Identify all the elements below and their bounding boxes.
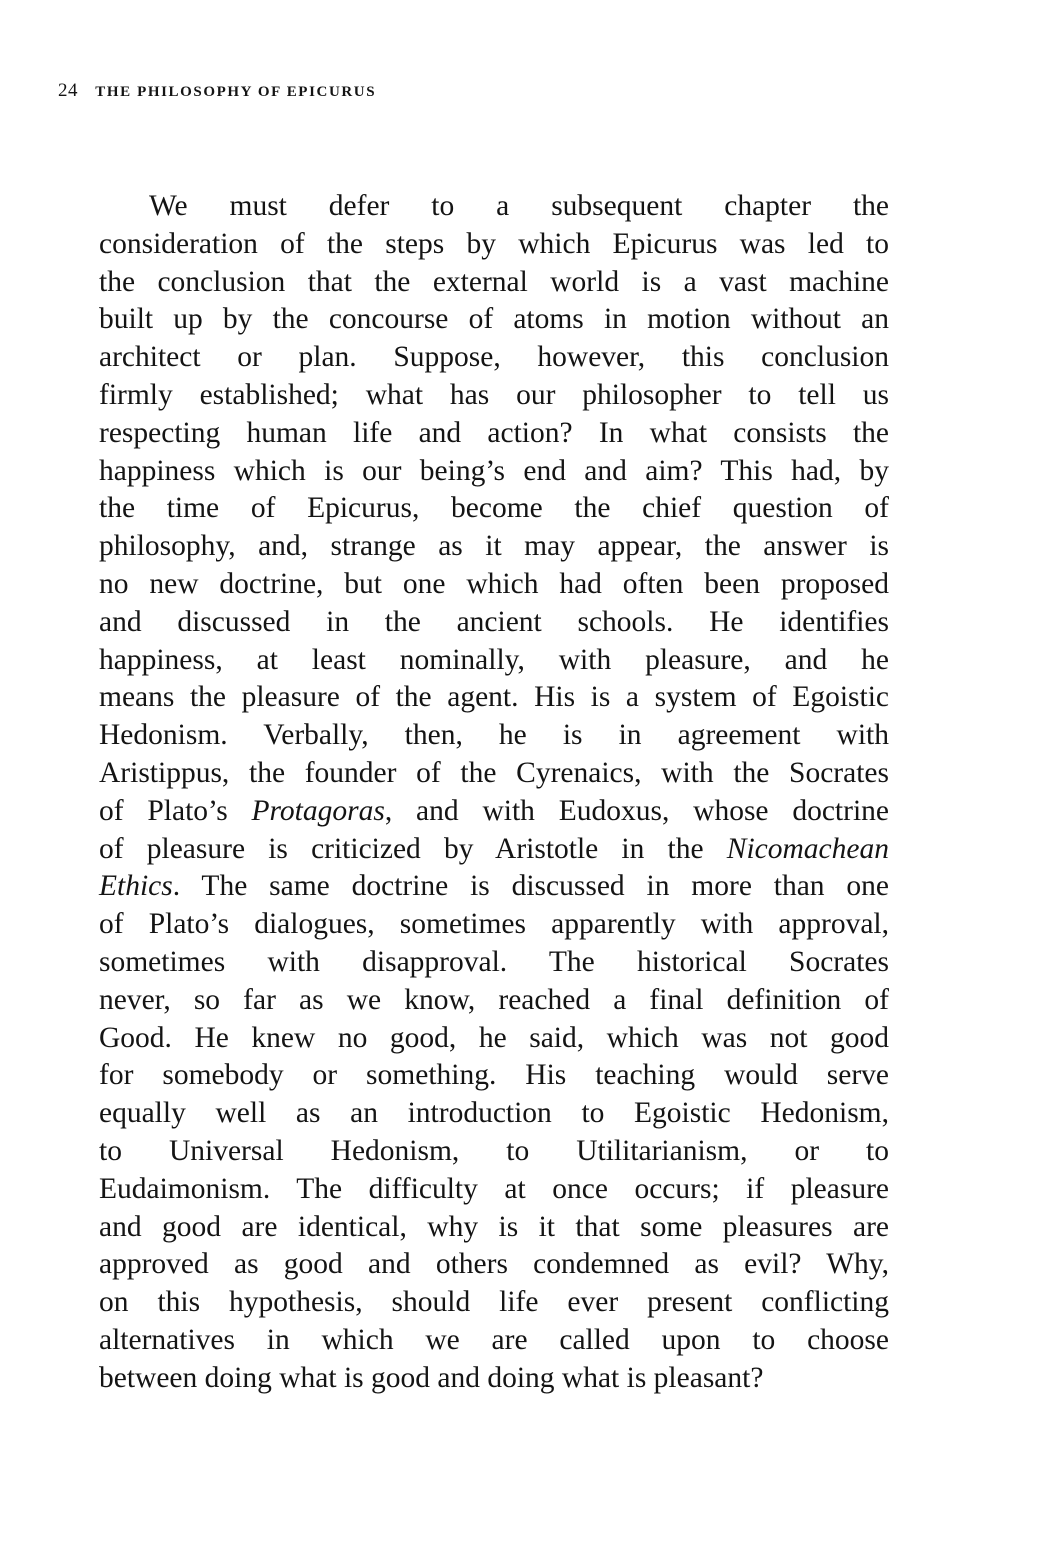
text-line <box>99 717 889 755</box>
text-line <box>99 1246 889 1284</box>
text-segment: means the pleasure of the agent. His is a system of Egoistic <box>99 681 889 714</box>
text-segment: firmly established; what has our philosopher to tell us <box>99 378 889 411</box>
text-segment: on this hypothesis, should life ever present conflicting <box>99 1286 889 1319</box>
text-segment: never, so far as we know, reached a final definition of <box>99 983 889 1016</box>
text-line <box>99 755 889 793</box>
text-line <box>99 226 889 264</box>
book-title: THE PHILOSOPHY OF EPICURUS <box>95 84 377 100</box>
text-line <box>99 415 889 453</box>
text-segment: Eudaimonism. The difficulty at once occurs; if pleasure <box>99 1172 889 1205</box>
text-line <box>99 1095 889 1133</box>
text-segment: happiness which is our being’s end and aim? This had, by <box>99 454 889 487</box>
text-segment: Good. He knew no good, he said, which was not good <box>99 1021 889 1054</box>
text-segment: philosophy, and, strange as it may appear, the answer is <box>99 530 889 563</box>
text-segment: alternatives in which we are called upon to choose <box>99 1323 889 1356</box>
text-segment: of pleasure is criticized by Aristotle in the <box>99 832 727 865</box>
running-head <box>58 80 376 102</box>
text-line <box>99 982 889 1020</box>
text-line <box>99 868 889 906</box>
text-segment: We must defer to a subsequent chapter the <box>149 190 889 222</box>
text-segment: approved as good and others condemned as evil? Why, <box>99 1248 889 1281</box>
text-segment: sometimes with disapproval. The historical Socrates <box>99 945 889 978</box>
text-segment: , and with Eudoxus, whose doctrine <box>384 794 889 827</box>
italic-title: Nicomachean <box>726 832 889 865</box>
text-line <box>99 490 889 528</box>
text-segment: of Plato’s dialogues, sometimes apparently with approval, <box>99 908 889 941</box>
text-line <box>99 301 889 339</box>
text-segment: built up by the concourse of atoms in motion without an <box>99 303 889 336</box>
body-paragraph <box>99 188 889 1398</box>
italic-title: Protagoras <box>251 794 385 827</box>
text-line <box>99 831 889 869</box>
text-segment: architect or plan. Suppose, however, this conclusion <box>99 341 889 374</box>
text-line <box>99 604 889 642</box>
text-segment: consideration of the steps by which Epicurus was led to <box>99 227 889 260</box>
text-line <box>99 1057 889 1095</box>
text-segment: the conclusion that the external world is a vast machine <box>99 265 889 298</box>
text-line <box>99 1171 889 1209</box>
text-segment: equally well as an introduction to Egoistic Hedonism, <box>99 1097 889 1130</box>
text-line <box>99 1133 889 1171</box>
text-segment: of Plato’s <box>99 794 252 827</box>
text-segment: no new doctrine, but one which had often been proposed <box>99 567 889 600</box>
italic-title: Ethics <box>99 870 173 903</box>
text-segment: between doing what is good and doing what is pleasant? <box>99 1361 764 1394</box>
text-segment: to Universal Hedonism, to Utilitarianism, or to <box>99 1134 889 1167</box>
text-segment: and discussed in the ancient schools. He identifies <box>99 605 889 638</box>
text-line <box>99 679 889 717</box>
text-line <box>99 793 889 831</box>
text-segment: the time of Epicurus, become the chief question of <box>99 492 889 525</box>
text-segment: and good are identical, why is it that some pleasures are <box>99 1210 889 1243</box>
text-line <box>99 453 889 491</box>
text-line <box>99 642 889 680</box>
text-line <box>99 1209 889 1247</box>
text-line <box>99 944 889 982</box>
text-segment: . The same doctrine is discussed in more than one <box>172 870 889 903</box>
text-line <box>99 906 889 944</box>
text-line <box>99 264 889 302</box>
text-segment: for somebody or something. His teaching would serve <box>99 1059 889 1092</box>
text-segment: Aristippus, the founder of the Cyrenaics, with the Socrates <box>99 756 889 789</box>
page-number: 24 <box>58 80 78 101</box>
text-segment: happiness, at least nominally, with pleasure, and he <box>99 643 889 676</box>
text-line <box>99 339 889 377</box>
text-line <box>99 528 889 566</box>
text-line <box>99 377 889 415</box>
text-segment: respecting human life and action? In what consists the <box>99 416 889 449</box>
text-line <box>99 1020 889 1058</box>
text-line <box>99 188 889 226</box>
text-line <box>99 1322 889 1360</box>
text-segment: Hedonism. Verbally, then, he is in agreement with <box>99 719 889 752</box>
text-line <box>99 566 889 604</box>
text-line <box>99 1284 889 1322</box>
text-line <box>99 1360 889 1398</box>
